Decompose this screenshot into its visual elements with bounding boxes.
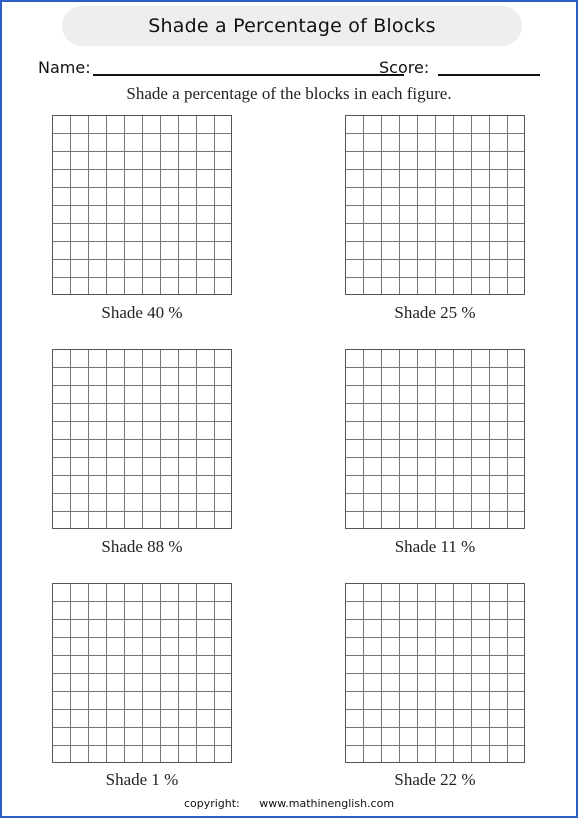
- block-grid-6[interactable]: [345, 583, 525, 763]
- block-grid-3[interactable]: [52, 349, 232, 529]
- worksheet-title: Shade a Percentage of Blocks: [148, 15, 436, 37]
- grid-caption-6: Shade 22 %: [394, 770, 476, 789]
- score-blank-line[interactable]: [438, 74, 540, 76]
- grid-caption-4: Shade 11 %: [394, 537, 476, 556]
- copyright-label: copyright:: [183, 797, 240, 810]
- title-banner: [62, 6, 522, 46]
- copyright-footer: [0, 797, 578, 810]
- block-grid-2[interactable]: [345, 115, 525, 295]
- copyright-url: www.mathinenglish.com: [259, 797, 395, 810]
- grid-caption-3: Shade 88 %: [101, 537, 183, 556]
- name-label: Name:: [38, 58, 91, 77]
- name-blank-line[interactable]: [93, 74, 404, 76]
- score-label: Score:: [379, 58, 430, 77]
- grid-caption-1: Shade 40 %: [101, 303, 183, 322]
- grid-caption-5: Shade 1 %: [105, 770, 179, 789]
- name-score-row: [38, 56, 542, 80]
- grid-caption-2: Shade 25 %: [394, 303, 476, 322]
- block-grid-5[interactable]: [52, 583, 232, 763]
- block-grid-4[interactable]: [345, 349, 525, 529]
- instructions-text: Shade a percentage of the blocks in each figure.: [126, 84, 452, 103]
- block-grid-1[interactable]: [52, 115, 232, 295]
